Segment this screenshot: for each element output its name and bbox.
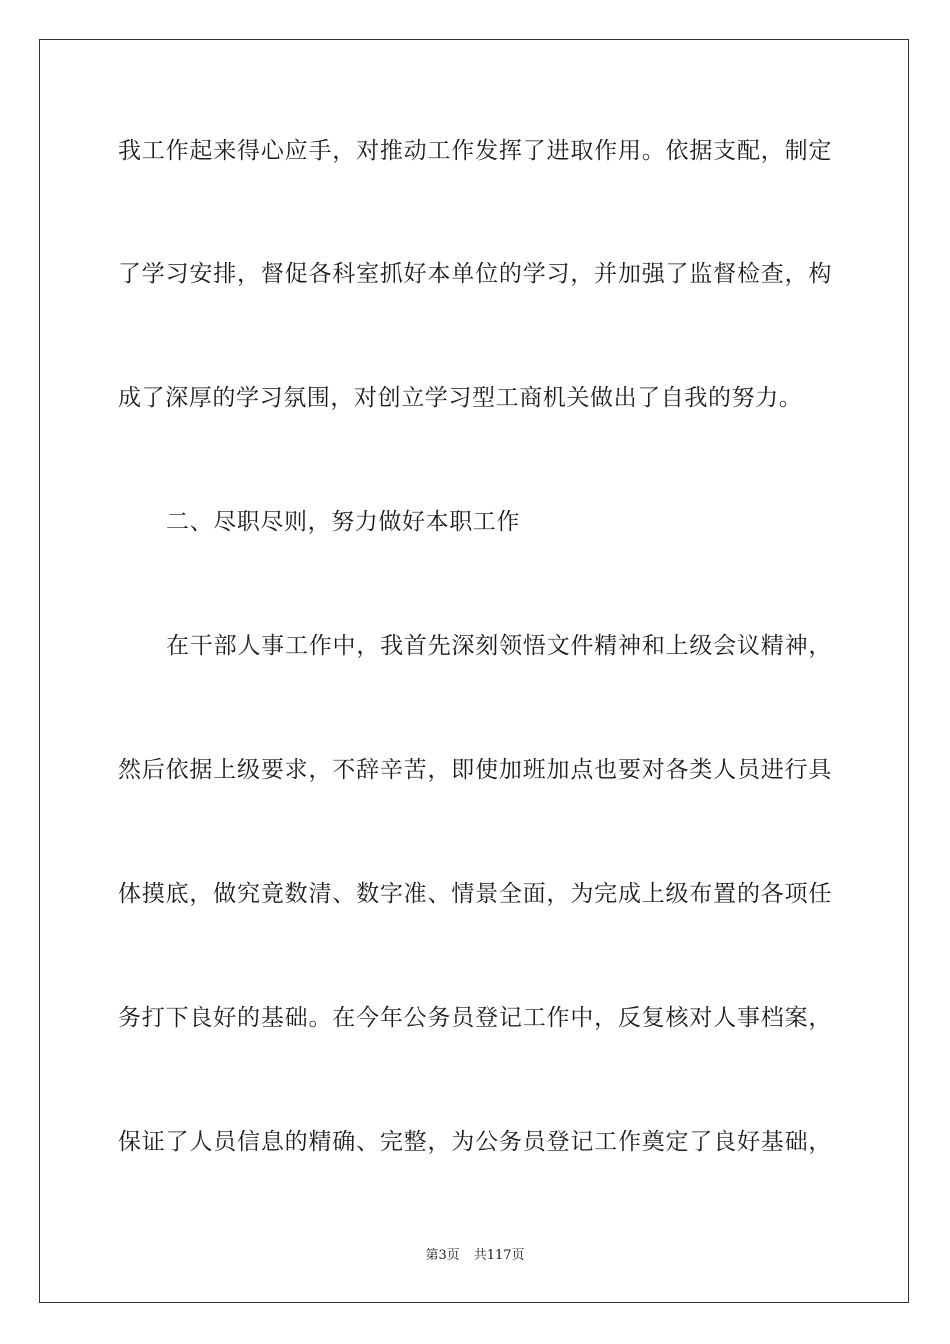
body-line-3: 成了深厚的学习氛围，对创立学习型工商机关做出了自我的努力。 [118,385,803,411]
body-line-5: 在干部人事工作中，我首先深刻领悟文件精神和上级会议精神， [166,633,832,659]
body-line-1: 我工作起来得心应手，对推动工作发挥了进取作用。依据支配，制定 [118,138,832,164]
body-line-7: 体摸底，做究竟数清、数字准、情景全面，为完成上级布置的各项任 [118,881,832,907]
body-line-2: 了学习安排，督促各科室抓好本单位的学习，并加强了监督检查，构 [118,261,832,287]
body-line-9: 保证了人员信息的精确、完整，为公务员登记工作奠定了良好基础， [118,1129,832,1155]
page-number: 第3页 [425,1248,460,1263]
page-total: 共117页 [473,1248,525,1263]
page-border [39,39,909,1303]
body-line-6: 然后依据上级要求，不辞辛苦，即使加班加点也要对各类人员进行具 [118,757,832,783]
page-footer [0,1247,950,1265]
body-line-8: 务打下良好的基础。在今年公务员登记工作中，反复核对人事档案， [118,1005,832,1031]
section-heading: 二、尽职尽则，努力做好本职工作 [166,509,520,535]
